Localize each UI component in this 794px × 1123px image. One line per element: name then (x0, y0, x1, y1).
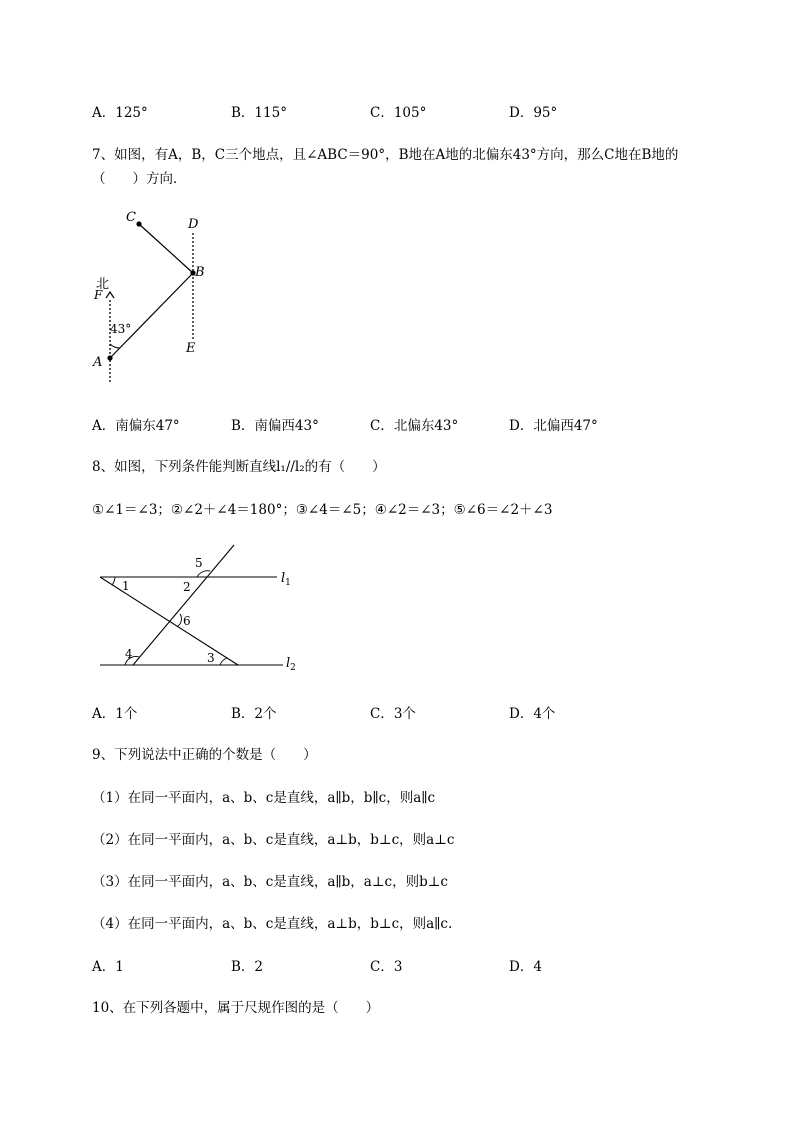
q8-label-l1: $l_1$ (281, 571, 291, 588)
q9-item-1: （1）在同一平面内，a、b、c是直线，a∥b，b∥c，则a∥c (92, 790, 436, 806)
q7-label-C: C (126, 210, 136, 225)
q7-option-c: C．北偏东43° (370, 418, 459, 434)
q7-option-d: D．北偏西47° (509, 418, 598, 434)
q9-option-a: A．1 (92, 959, 124, 975)
q8-parallel-lines-figure (95, 540, 310, 675)
q8-option-c: C．3个 (370, 706, 416, 722)
q7-label-D: D (188, 217, 199, 232)
q7-stem-line2: （ ）方向． (92, 171, 187, 187)
q9-option-c: C．3 (370, 959, 403, 975)
q6-option-d: D．95° (509, 105, 558, 121)
q8-label-1: 1 (122, 579, 130, 593)
q7-label-F: F (94, 288, 103, 302)
q8-label-l2: $l_2$ (286, 656, 296, 673)
q7-north-arrow (106, 292, 114, 298)
q8-label-4: 4 (125, 647, 133, 661)
q8-arc-3 (220, 658, 227, 665)
q7-point-C (136, 221, 141, 226)
q8-option-d: D．4个 (509, 706, 556, 722)
q7-direction-figure (88, 205, 228, 395)
q7-option-b: B．南偏西43° (231, 418, 319, 434)
q7-segment-AB (110, 273, 193, 358)
q7-label-north: 北 (96, 277, 110, 292)
q8-option-a: A．1个 (92, 706, 138, 722)
q7-stem-line1: 7、如图，有A，B，C三个地点，且∠ABC＝90°，B地在A地的北偏东43°方向，那么C地在B地的 (92, 147, 679, 163)
q7-label-A: A (93, 355, 103, 370)
q6-option-b: B．115° (231, 105, 287, 121)
q9-stem: 9、下列说法中正确的个数是（ ） (92, 747, 317, 763)
q8-arc-6 (178, 614, 181, 626)
q8-arc-1 (112, 577, 115, 585)
q7-point-A (107, 355, 112, 360)
q9-item-3: （3）在同一平面内，a、b、c是直线，a∥b，a⊥c，则b⊥c (92, 874, 448, 890)
q7-segment-BC (139, 224, 193, 273)
q9-item-4: （4）在同一平面内，a、b、c是直线，a⊥b，b⊥c，则a∥c. (92, 916, 453, 932)
q7-label-B: B (195, 265, 205, 280)
q8-option-b: B．2个 (231, 706, 277, 722)
q6-option-a: A．125° (92, 105, 148, 121)
q8-label-3: 3 (207, 651, 215, 665)
q6-option-c: C．105° (370, 105, 427, 121)
q7-label-angle: 43° (110, 322, 132, 336)
q8-label-l1-sub: 1 (285, 578, 291, 588)
q7-option-a: A．南偏东47° (92, 418, 180, 434)
q10-stem: 10、在下列各题中，属于尺规作图的是（ ） (92, 1000, 380, 1016)
q8-label-2: 2 (183, 580, 191, 594)
q8-label-5: 5 (195, 556, 203, 570)
q9-option-d: D．4 (509, 959, 542, 975)
q8-conditions: ①∠1＝∠3；②∠2＋∠4＝180°；③∠4＝∠5；④∠2＝∠3；⑤∠6＝∠2＋∠3 (92, 502, 553, 518)
q8-stem: 8、如图，下列条件能判断直线l₁//l₂的有（ ） (92, 459, 386, 475)
q9-option-b: B．2 (231, 959, 264, 975)
q9-item-2: （2）在同一平面内，a、b、c是直线，a⊥b，b⊥c，则a⊥c (92, 832, 455, 848)
q8-label-6: 6 (183, 614, 191, 628)
q8-transversal-b (133, 545, 234, 665)
q7-label-E: E (186, 341, 196, 356)
q8-label-l2-sub: 2 (290, 663, 296, 673)
q7-angle-arc (110, 344, 120, 348)
q8-transversal-a (100, 577, 238, 665)
